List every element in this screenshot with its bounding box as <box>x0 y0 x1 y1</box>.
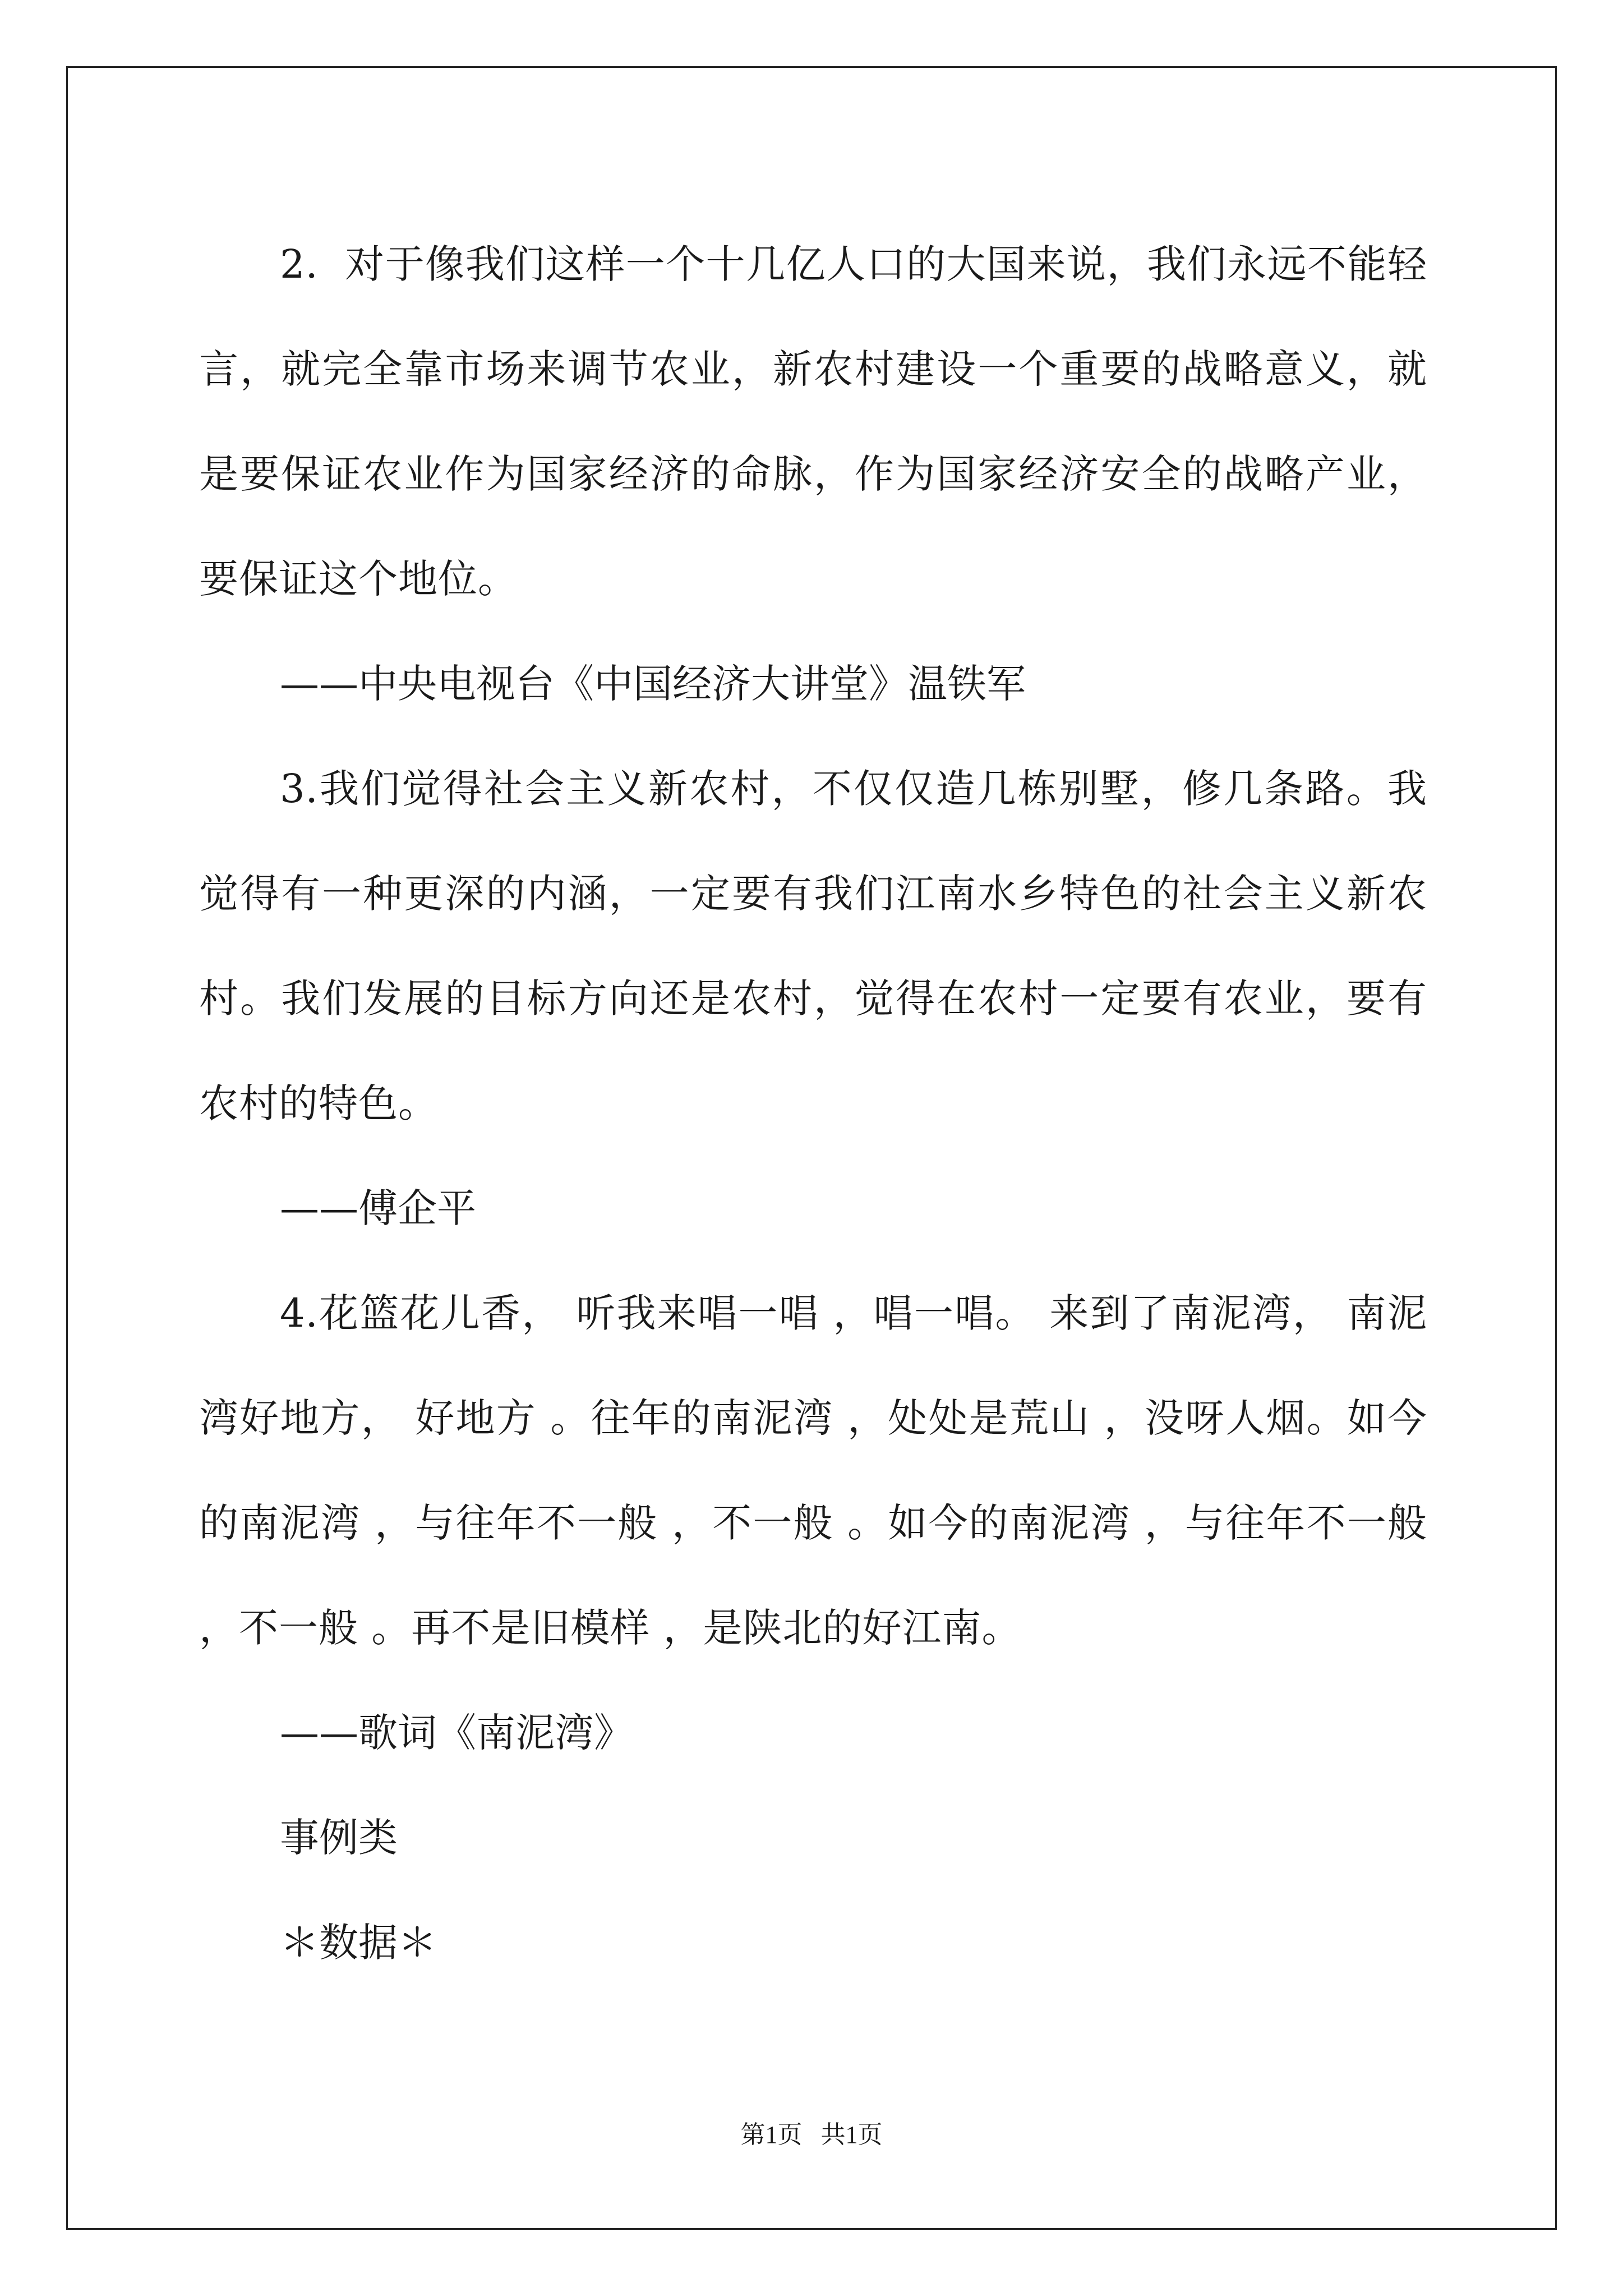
page-footer <box>0 2119 1623 2151</box>
quote-paragraph-3: 3.我们觉得社会主义新农村，不仅仅造几栋别墅，修几条路。我觉得有一种更深的内涵，一定要有我们江南水乡特色的社会主义新农村。我们发展的目标方向还是农村，觉得在农村一定要有农业，要有农村的特色。 <box>199 766 1427 1126</box>
document-body <box>199 212 1441 1995</box>
page-total: 共1页 <box>820 2121 883 2148</box>
page-number: 第1页 <box>740 2121 803 2148</box>
section-heading-examples: 事例类 <box>280 1815 398 1861</box>
attribution-fu-qiping: ——傅企平 <box>280 1185 476 1231</box>
quote-paragraph-2: 2. 对于像我们这样一个十几亿人口的大国来说，我们永远不能轻言，就完全靠市场来调节农业，新农村建设一个重要的战略意义，就是要保证农业作为国家经济的命脉，作为国家经济安全的战略产业，要保证这个地位。 <box>199 241 1427 602</box>
section-heading-data: ＊数据＊ <box>280 1920 437 1966</box>
attribution-nanniwan-lyrics: ——歌词《南泥湾》 <box>280 1710 633 1756</box>
attribution-wen-tiejun: ——中央电视台《中国经济大讲堂》温铁军 <box>280 661 1026 707</box>
quote-paragraph-4: 4.花篮花儿香， 听我来唱一唱 ，唱一唱。 来到了南泥湾， 南泥湾好地方， 好地方 。往年的南泥湾 ，处处是荒山 ，没呀人烟。如今的南泥湾 ，与往年不一般 ，不一般 。如今的南泥湾 ，与往年不一般 ，不一般 。再不是旧模样 ，是陕北的好江南。 <box>199 1290 1441 1651</box>
